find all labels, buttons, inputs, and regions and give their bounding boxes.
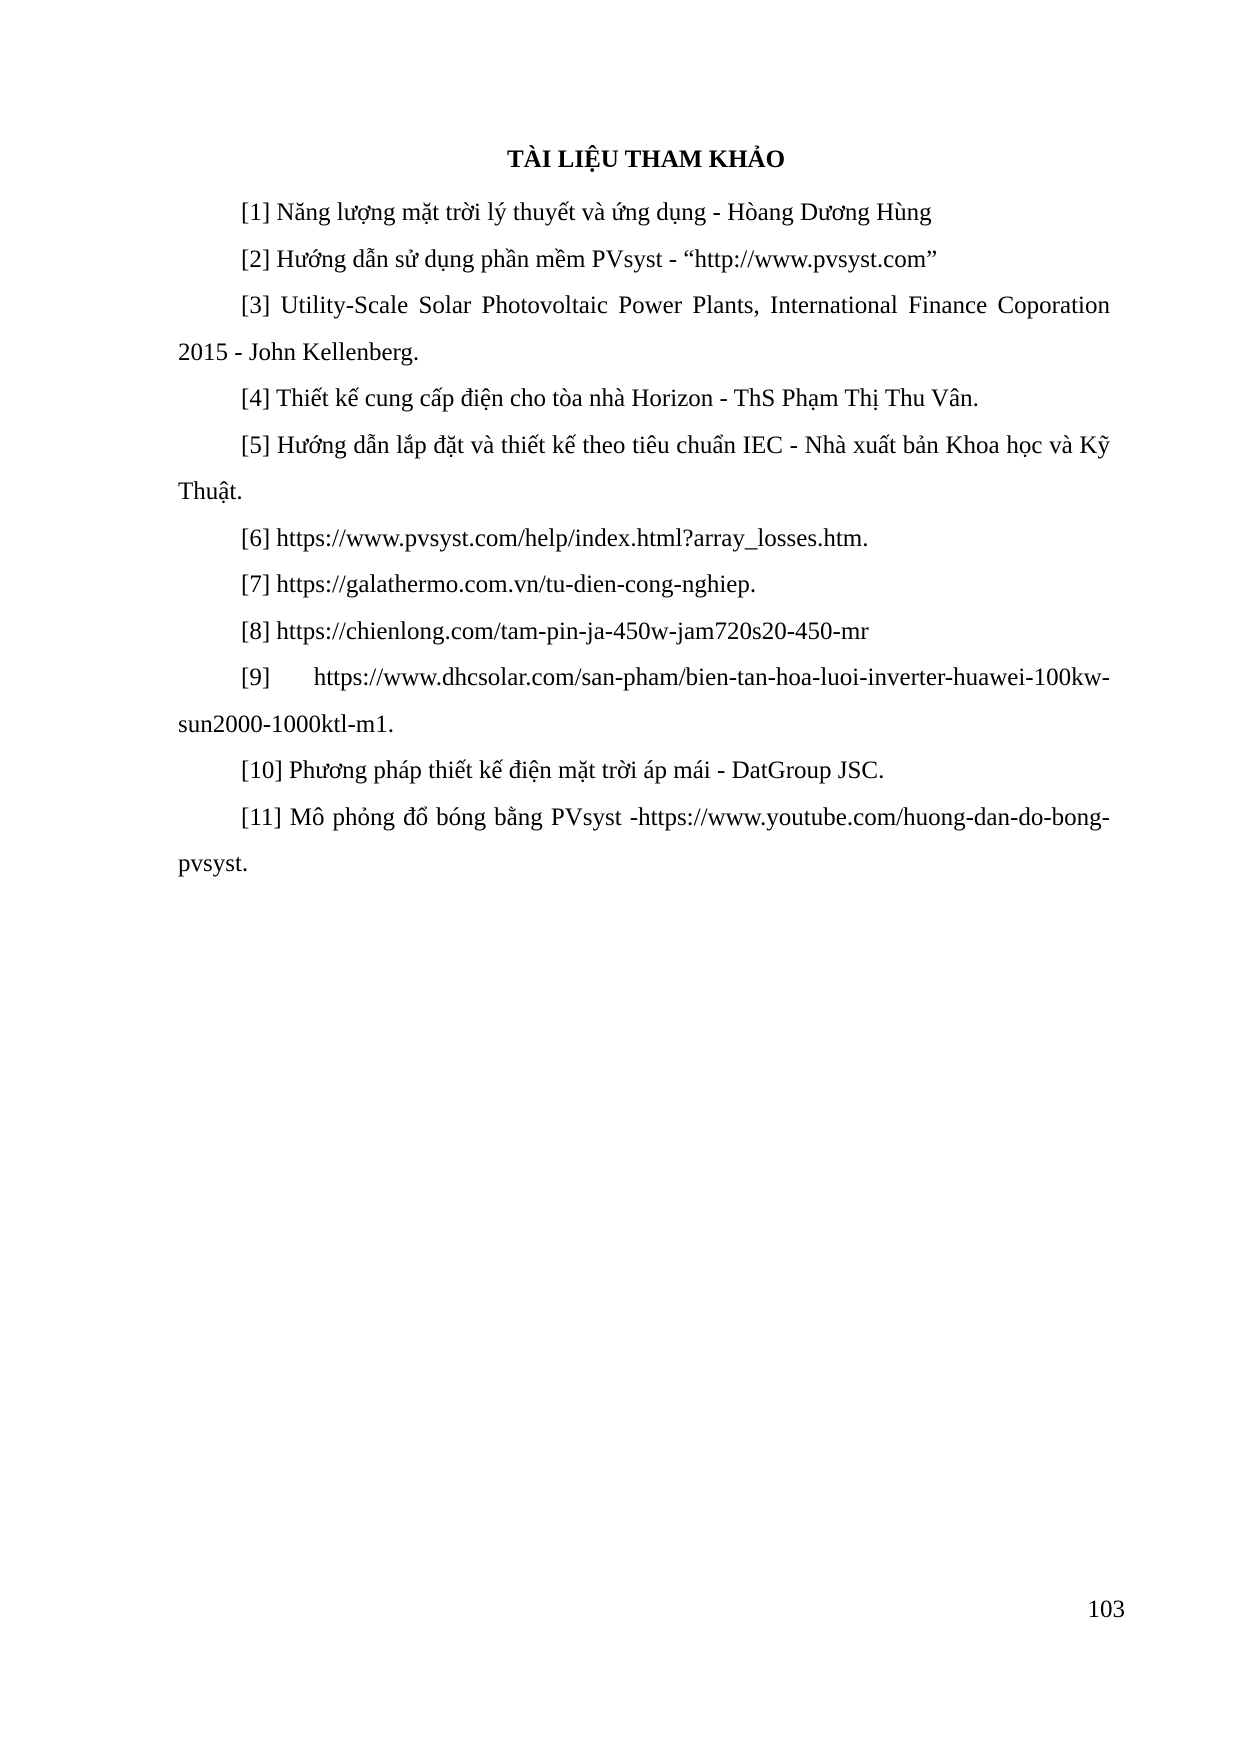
reference-item-10: [10] Phương pháp thiết kế điện mặt trời áp mái - DatGroup JSC. bbox=[241, 757, 885, 784]
reference-item-1: [1] Năng lượng mặt trời lý thuyết và ứng dụng - Hòang Dương Hùng bbox=[241, 199, 932, 226]
reference-item-5: [5] Hướng dẫn lắp đặt và thiết kế theo tiêu chuẩn IEC - Nhà xuất bản Khoa học và Kỹ Thuật. bbox=[178, 431, 1110, 505]
reference-list bbox=[178, 190, 1110, 888]
page-title: TÀI LIỆU THAM KHẢO bbox=[506, 146, 786, 173]
reference-item-7: [7] https://galathermo.com.vn/tu-dien-cong-nghiep. bbox=[241, 571, 757, 598]
reference-item-2: [2] Hướng dẫn sử dụng phần mềm PVsyst - “http://www.pvsyst.com” bbox=[241, 245, 938, 273]
reference-item-3: [3] Utility-Scale Solar Photovoltaic Power Plants, International Finance Coporation 2015 - John Kellenberg. bbox=[178, 292, 1110, 366]
reference-item-8: [8] https://chienlong.com/tam-pin-ja-450w-jam720s20-450-mr bbox=[241, 617, 869, 645]
reference-item-6: [6] https://www.pvsyst.com/help/index.html?array_losses.htm. bbox=[241, 524, 869, 552]
reference-item-9: [9] https://www.dhcsolar.com/san-pham/bien-tan-hoa-luoi-inverter-huawei-100kw-sun2000-1000ktl-m1. bbox=[178, 664, 1110, 738]
page-number: 103 bbox=[1087, 1596, 1125, 1623]
reference-item-11: [11] Mô phỏng đổ bóng bằng PVsyst -https://www.youtube.com/huong-dan-do-bong-pvsyst. bbox=[178, 803, 1110, 877]
reference-item-4: [4] Thiết kế cung cấp điện cho tòa nhà Horizon - ThS Phạm Thị Thu Vân. bbox=[241, 385, 979, 412]
